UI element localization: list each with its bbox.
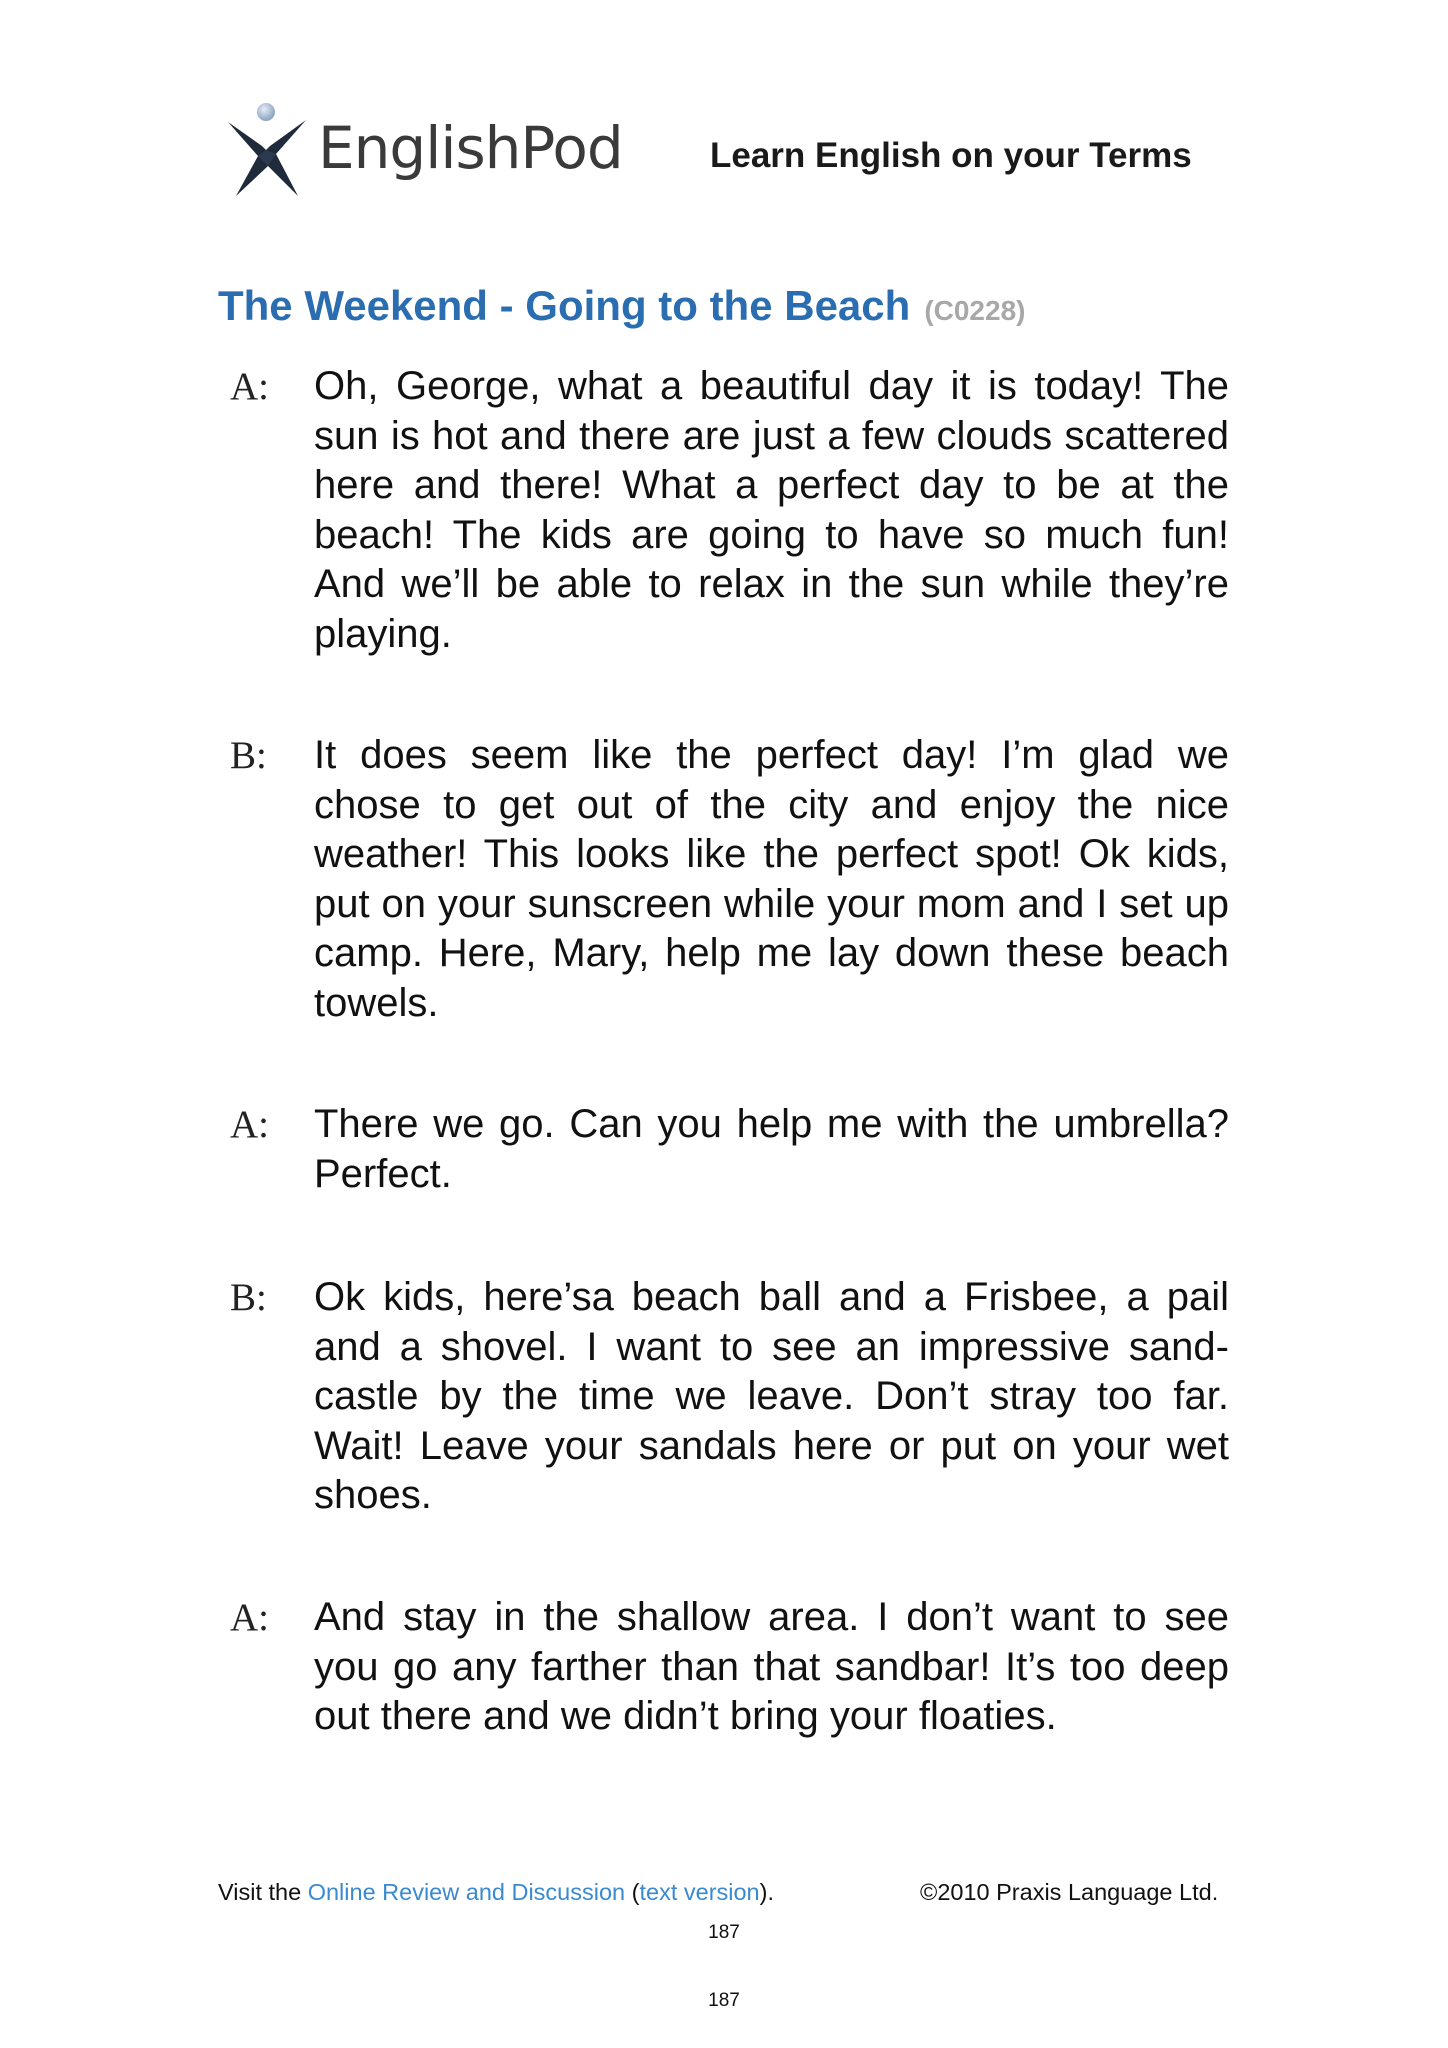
dialogue-line: And stay in the shallow area. I don’t want to see you go any farther than that sandbar! It’s too deep out there and we didn’t bring your floaties.	[314, 1595, 1229, 1738]
text-version-link[interactable]: text version	[639, 1879, 760, 1905]
paren-open: (	[631, 1879, 640, 1905]
englishpod-logo	[226, 100, 666, 200]
tagline: Learn English on your Terms	[710, 136, 1192, 175]
lesson-code: (C0228)	[924, 295, 1026, 326]
logo-text: EnglishPod	[318, 114, 623, 182]
dialogue-line: There we go. Can you help me with the umbrella? Perfect.	[314, 1102, 1229, 1196]
speaker-label: B:	[230, 734, 267, 777]
visit-prefix: Visit the	[218, 1879, 302, 1905]
footer-visit	[218, 1879, 774, 1906]
copyright: ©2010 Praxis Language Ltd.	[920, 1879, 1219, 1905]
footer	[218, 1879, 1238, 1919]
dialogue-line: Ok kids, here’sa beach ball and a Frisbee, a pail and a shovel. I want to see an impressive sandcastle by the time we leave. Don’t stray too far. Wait! Leave your sandals here or put on your wet shoes.	[314, 1275, 1229, 1517]
online-review-link[interactable]: Online Review and Discussion	[307, 1879, 626, 1905]
dialogue-line: It does seem like the perfect day! I’m glad we chose to get out of the city and enjoy the nice weather! This looks like the perfect spot! Ok kids, put on your sunscreen while your mom and I set up camp. Here, Mary, help me lay down these beach towels.	[314, 733, 1229, 1025]
page-number: 187	[708, 1990, 740, 2011]
person-figure-icon	[226, 102, 308, 198]
lesson-title-row	[218, 282, 1025, 330]
header	[226, 100, 1226, 210]
dialogue-line: Oh, George, what a beautiful day it is today! The sun is hot and there are just a few clouds scattered here and there! What a perfect day to be at the beach! The kids are going to have so much fun! And we’ll be able to relax in the sun while they’re playing.	[314, 364, 1229, 656]
paren-close: ).	[759, 1879, 774, 1905]
lesson-title: The Weekend - Going to the Beach	[218, 282, 911, 329]
page-number: 187	[708, 1922, 740, 1943]
speaker-label: A:	[230, 1103, 269, 1146]
speaker-label: B:	[230, 1276, 267, 1319]
speaker-label: A:	[230, 365, 269, 408]
speaker-label: A:	[230, 1596, 269, 1639]
